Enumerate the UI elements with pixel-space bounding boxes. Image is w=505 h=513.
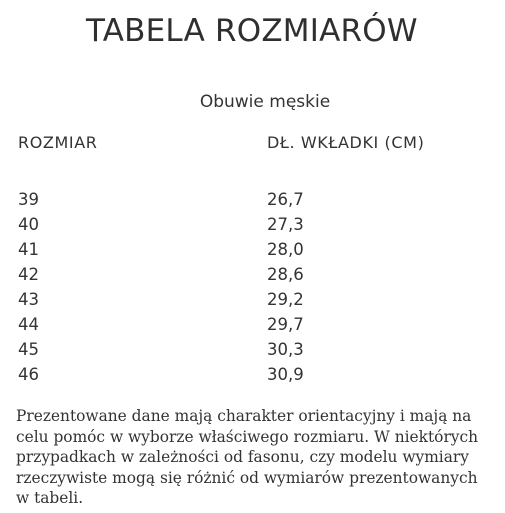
- page-title: TABELA ROZMIARÓW: [86, 13, 418, 49]
- size-column-header: ROZMIAR: [18, 133, 98, 152]
- table-row: [0, 365, 505, 390]
- size-cell: 44: [18, 315, 39, 334]
- insole-length-column-header: DŁ. WKŁADKI (CM): [267, 133, 425, 152]
- size-cell: 41: [18, 240, 39, 259]
- disclaimer-note: Prezentowane dane mają charakter orientacyjny i mają na celu pomóc w wyborze właściwego rozmiaru. W niektórych przypadkach w zależności od fasonu, czy modelu wymiary rzeczywiste mogą się różnić od wymiarów prezentowanych w tabeli.: [16, 407, 479, 507]
- table-row: [0, 215, 505, 240]
- table-row: [0, 240, 505, 265]
- insole-length-cell: 30,3: [267, 340, 304, 359]
- insole-length-cell: 28,0: [267, 240, 304, 259]
- size-cell: 40: [18, 215, 39, 234]
- insole-length-cell: 27,3: [267, 215, 304, 234]
- size-cell: 46: [18, 365, 39, 384]
- size-cell: 45: [18, 340, 39, 359]
- insole-length-cell: 26,7: [267, 190, 304, 209]
- table-row: [0, 265, 505, 290]
- insole-length-cell: 30,9: [267, 365, 304, 384]
- size-cell: 43: [18, 290, 39, 309]
- page-subtitle: Obuwie męskie: [199, 92, 331, 112]
- insole-length-cell: 28,6: [267, 265, 304, 284]
- table-row: [0, 315, 505, 340]
- table-row: [0, 290, 505, 315]
- table-row: [0, 190, 505, 215]
- insole-length-cell: 29,2: [267, 290, 304, 309]
- size-cell: 42: [18, 265, 39, 284]
- size-cell: 39: [18, 190, 39, 209]
- table-row: [0, 340, 505, 365]
- insole-length-cell: 29,7: [267, 315, 304, 334]
- size-table-rows: [0, 190, 505, 390]
